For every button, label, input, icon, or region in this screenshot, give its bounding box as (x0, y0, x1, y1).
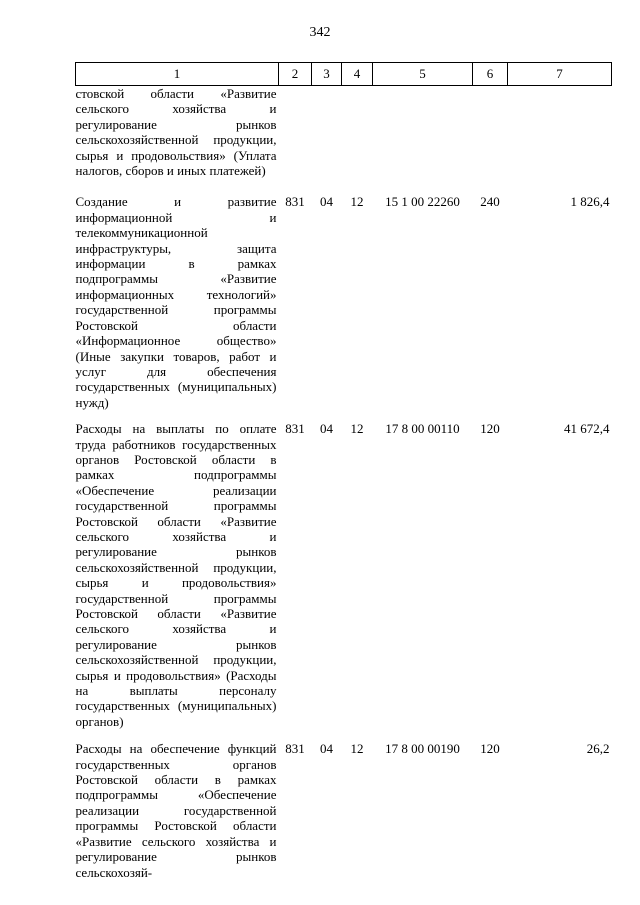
row-col-4: 12 (350, 194, 364, 210)
header-col-2: 2 (279, 63, 312, 86)
table-row (76, 421, 612, 741)
row-col-6: 240 (480, 194, 500, 210)
table-row (76, 86, 612, 195)
row-amount: 41 672,4 (564, 421, 610, 437)
header-col-6: 6 (473, 63, 508, 86)
row-col-2: 831 (285, 194, 305, 210)
row-col-3: 04 (320, 421, 333, 437)
row-col-5: 17 8 00 00190 (385, 741, 460, 757)
row-col-4: 12 (350, 741, 364, 757)
table-row (76, 194, 612, 421)
row-col-2: 831 (285, 421, 305, 437)
row-col-3: 04 (320, 741, 333, 757)
row-col-5: 15 1 00 22260 (385, 194, 460, 210)
budget-table (75, 62, 612, 880)
page-number: 342 (309, 25, 331, 40)
header-row (76, 63, 612, 86)
header-col-7: 7 (508, 63, 612, 86)
row-description: Создание и развитие информационной и телекоммуникационной инфраструктуры, защита информации в рамках подпрограммы «Развитие информационных технологий» государственной программы Ростовской области «Информационное общество» (Иные закупки товаров, работ и услуг для обеспечения государственных (муниципальных) нужд) (75, 194, 277, 410)
row-description: Расходы на обеспечение функций государственных органов Ростовской области в рамках подпрограммы «Обеспечение реализации государственной программы Ростовской области «Развитие сельского хозяйства и регулирование рынков сельскохозяй- (75, 741, 277, 880)
row-col-3: 04 (320, 194, 333, 210)
table-header (76, 63, 612, 86)
row-col-2: 831 (285, 741, 305, 757)
row-col-5 (373, 86, 473, 195)
header-col-1: 1 (76, 63, 279, 86)
row-col-4 (342, 86, 373, 195)
header-col-4: 4 (342, 63, 373, 86)
row-col-3 (312, 86, 342, 195)
row-description: стовской области «Развитие сельского хозяйства и регулирование рынков сельскохозяйственной продукции, сырья и продовольствия» (Уплата налогов, сборов и иных платежей) (75, 86, 277, 179)
row-amount: 26,2 (586, 741, 610, 757)
row-col-6: 120 (480, 421, 500, 437)
row-description: Расходы на выплаты по оплате труда работников государственных органов Ростовской области в рамках подпрограммы «Обеспечение реализации государственной программы Ростовской области «Развитие сельского хозяйства и регулирование рынков сельскохозяйственной продукции, сырья и продовольствия» государственной программы Ростовской области «Развитие сельского хозяйства и регулирование рынков сельскохозяйственной продукции, сырья и продовольствия» (Расходы на выплаты персоналу государственных (муниципальных) органов) (75, 421, 277, 729)
row-col-2 (279, 86, 312, 195)
row-col-4: 12 (350, 421, 364, 437)
header-col-5: 5 (373, 63, 473, 86)
row-amount (508, 86, 612, 195)
header-col-3: 3 (312, 63, 342, 86)
row-col-6 (473, 86, 508, 195)
row-col-5: 17 8 00 00110 (385, 421, 460, 437)
row-col-6: 120 (480, 741, 500, 757)
row-amount: 1 826,4 (570, 194, 610, 210)
table-row (76, 741, 612, 880)
table-body (76, 86, 612, 880)
